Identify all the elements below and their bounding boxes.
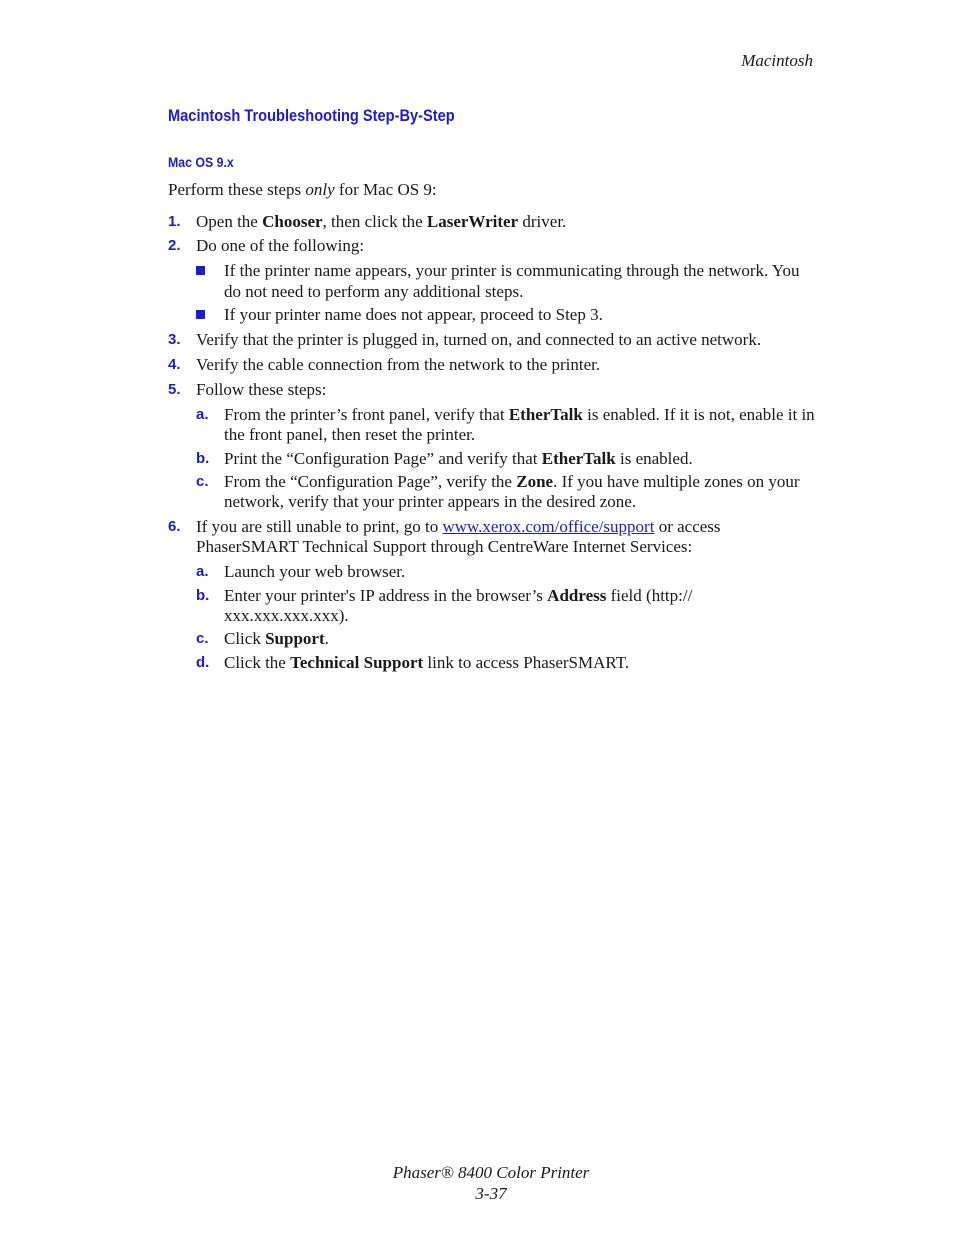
substep-6c-text: Click Support. — [224, 629, 329, 648]
intro-emphasis: only — [305, 180, 335, 199]
substep-5a-line-2: the front panel, then reset the printer. — [224, 425, 476, 444]
step-number-5: 5. — [168, 381, 181, 398]
step-5-text: Follow these steps: — [196, 380, 327, 399]
bullet-square-icon — [196, 266, 205, 275]
substep-letter-5c: c. — [196, 473, 209, 490]
step-number-1: 1. — [168, 213, 181, 230]
substep-5a-line-1: From the printer’s front panel, verify that EtherTalk is enabled. If it is not, enable it in — [224, 405, 815, 424]
step-2-bullet-1-line-1: If the printer name appears, your printer is communicating through the network. You — [224, 261, 800, 280]
substep-6b-line-2: xxx.xxx.xxx.xxx). — [224, 606, 349, 625]
substep-6a-text: Launch your web browser. — [224, 562, 406, 581]
step-1-text: Open the Chooser, then click the LaserWriter driver. — [196, 212, 567, 231]
step-number-3: 3. — [168, 331, 181, 348]
page-title: Macintosh Troubleshooting Step-By-Step — [168, 106, 455, 125]
step-3-text: Verify that the printer is plugged in, turned on, and connected to an active network. — [196, 330, 762, 349]
step-number-6: 6. — [168, 518, 181, 535]
substep-6d-text: Click the Technical Support link to access PhaserSMART. — [224, 653, 630, 672]
section-subtitle: Mac OS 9.x — [168, 154, 234, 170]
substep-letter-5b: b. — [196, 450, 210, 467]
substep-5b-text: Print the “Configuration Page” and verify that EtherTalk is enabled. — [224, 449, 693, 468]
step-2-bullet-2: If your printer name does not appear, proceed to Step 3. — [224, 305, 603, 324]
substep-5c-line-1: From the “Configuration Page”, verify the Zone. If you have multiple zones on your — [224, 472, 800, 491]
footer-page-number: 3-37 — [475, 1184, 507, 1203]
intro-text: Perform these steps only for Mac OS 9: — [168, 180, 437, 199]
step-2-bullet-1-line-2: do not need to perform any additional steps. — [224, 282, 524, 301]
step-2-text: Do one of the following: — [196, 236, 365, 255]
step-number-2: 2. — [168, 237, 181, 254]
xerox-support-link[interactable]: www.xerox.com/office/support — [442, 517, 655, 536]
step-number-4: 4. — [168, 356, 181, 373]
footer-product-name: Phaser® 8400 Color Printer — [392, 1163, 590, 1182]
step-4-text: Verify the cable connection from the network to the printer. — [196, 355, 601, 374]
bullet-square-icon — [196, 310, 205, 319]
step-6-line-2: PhaserSMART Technical Support through CentreWare Internet Services: — [196, 537, 693, 556]
substep-letter-6b: b. — [196, 587, 210, 604]
running-header: Macintosh — [741, 51, 813, 70]
substep-letter-5a: a. — [196, 406, 209, 423]
substep-letter-6c: c. — [196, 630, 209, 647]
substep-5c-line-2: network, verify that your printer appears in the desired zone. — [224, 492, 637, 511]
substep-letter-6d: d. — [196, 654, 210, 671]
substep-6b-line-1: Enter your printer's IP address in the browser’s Address field (http:// — [224, 586, 693, 605]
step-6-line-1: If you are still unable to print, go to www.xerox.com/office/support or access — [196, 517, 721, 536]
substep-letter-6a: a. — [196, 563, 209, 580]
